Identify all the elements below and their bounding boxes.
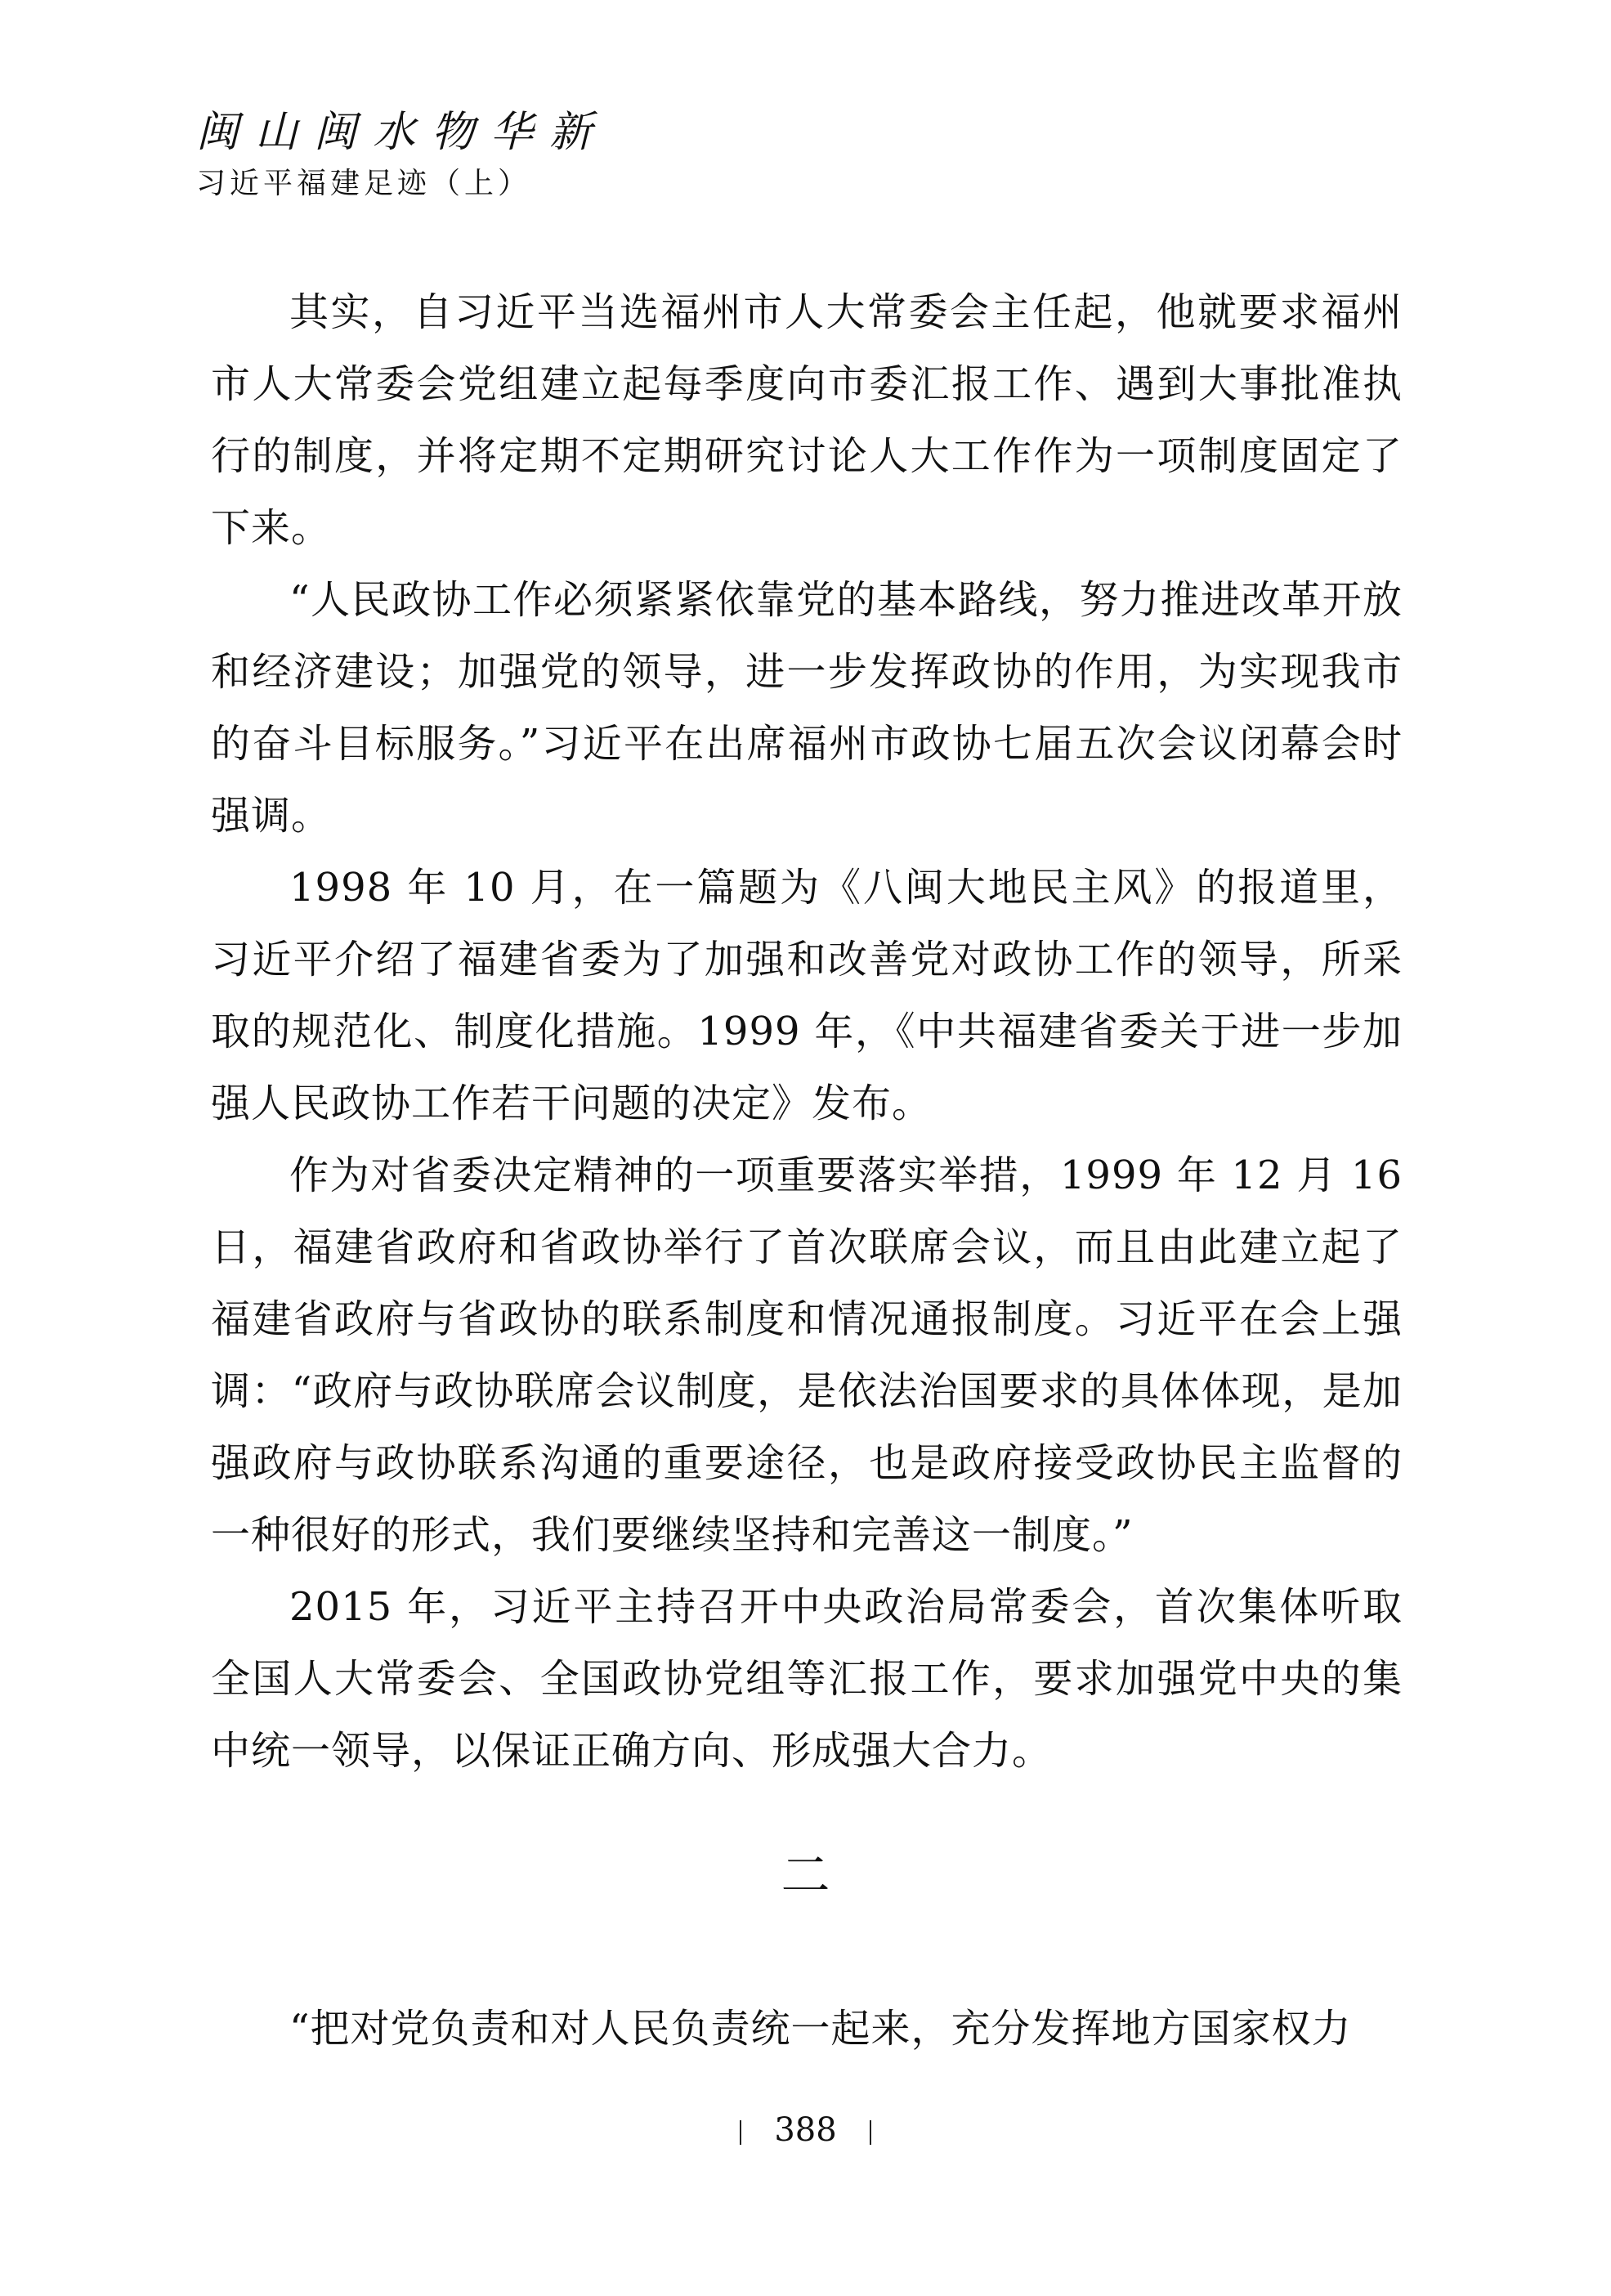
paragraph: 1998 年 10 月，在一篇题为《八闽大地民主风》的报道里，习近平介绍了福建省委为了加强和改善党对政协工作的领导，所采取的规范化、制度化措施。1999 年，《中共福建省委关于进一步加强人民政协工作若干问题的决定》发布。 (211, 865, 1403, 1126)
page-number: 388 (774, 2111, 837, 2149)
paragraph: “人民政协工作必须紧紧依靠党的基本路线，努力推进改革开放和经济建设；加强党的领导，进一步发挥政协的作用，为实现我市的奋斗目标服务。”习近平在出席福州市政协七届五次会议闭幕会时强调。 (211, 577, 1403, 839)
series-title: 闽山闽水物华新 (196, 108, 609, 157)
running-head (196, 106, 608, 203)
trailing-text (211, 1993, 1403, 2065)
section-number: 二 (781, 1847, 830, 1904)
paragraph: “把对党负责和对人民负责统一起来，充分发挥地方国家权力 (289, 2006, 1352, 2052)
paragraph: 作为对省委决定精神的一项重要落实举措，1999 年 12 月 16 日，福建省政府和省政协举行了首次联席会议，而且由此建立起了福建省政府与省政协的联系制度和情况通报制度。习近平在会上强调：“政府与政协联席会议制度，是依法治国要求的具体体现，是加强政府与政协联系沟通的重要途径，也是政府接受政协民主监督的一种很好的形式，我们要继续坚持和完善这一制度。” (211, 1152, 1403, 1558)
book-title: 习近平福建足迹（上） (196, 167, 532, 200)
page-footer (0, 2109, 1611, 2151)
paragraph: 其实，自习近平当选福州市人大常委会主任起，他就要求福州市人大常委会党组建立起每季度向市委汇报工作、遇到大事批准执行的制度，并将定期不定期研究讨论人大工作作为一项制度固定了下来。 (211, 289, 1403, 551)
body-text (211, 276, 1403, 1787)
folio-rule-left (740, 2120, 741, 2145)
folio-rule-right (870, 2120, 871, 2145)
paragraph: 2015 年，习近平主持召开中央政治局常委会，首次集体听取全国人大常委会、全国政协党组等汇报工作，要求加强党中央的集中统一领导，以保证正确方向、形成强大合力。 (211, 1584, 1403, 1774)
